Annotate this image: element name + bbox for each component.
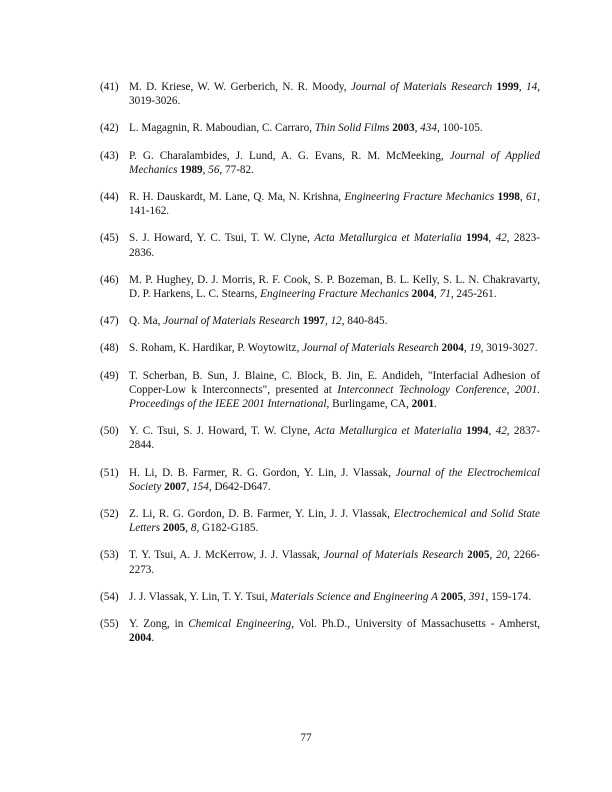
reference-text: , 77-82.: [219, 163, 254, 176]
reference-text: , 2266-2273.: [129, 549, 540, 576]
reference-italic-text: Thin Solid Films: [314, 122, 390, 135]
reference-year: 1997: [302, 315, 325, 328]
reference-number: (41): [100, 81, 119, 93]
reference-text: ,: [434, 288, 440, 301]
reference-entry: [100, 424, 540, 452]
reference-number: (51): [100, 466, 119, 479]
reference-italic-text: 391: [468, 590, 486, 603]
reference-text: , Vol. Ph.D., University of Massachusetts - Amherst,: [291, 618, 541, 631]
reference-text: S. J. Howard, Y. C. Tsui, T. W. Clyne,: [129, 232, 315, 245]
reference-italic-text: 12: [330, 315, 342, 328]
reference-italic-text: Materials Science and Engineering A: [270, 590, 438, 603]
reference-year: 2005: [467, 549, 490, 562]
reference-year: 2003: [392, 122, 415, 135]
reference-italic-text: 42: [495, 425, 507, 438]
reference-text: ,: [488, 232, 496, 245]
reference-year: 2004: [441, 342, 464, 355]
reference-italic-text: 56: [208, 163, 220, 176]
reference-text: L. Magagnin, R. Maboudian, C. Carraro,: [129, 122, 315, 135]
reference-italic-text: Journal of Materials Research: [350, 81, 493, 93]
reference-text: Z. Li, R. G. Gordon, D. B. Farmer, Y. Lin, J. J. Vlassak,: [129, 508, 394, 521]
reference-text: M. P. Hughey, D. J. Morris, R. F. Cook, S. P. Bozeman, B. L. Kelly, S. L. N. Chakravarty, D. P. Harkens, L. C. Stearns,: [129, 273, 540, 301]
reference-italic-text: Engineering Fracture Mechanics: [344, 191, 495, 204]
reference-entry: [100, 121, 540, 135]
reference-italic-text: Journal of Materials Research: [163, 315, 300, 328]
reference-text: , 141-162.: [129, 191, 540, 218]
reference-entry: [100, 190, 540, 218]
reference-text: ,: [324, 315, 331, 328]
reference-text: H. Li, D. B. Farmer, R. G. Gordon, Y. Lin, J. Vlassak,: [129, 466, 396, 479]
reference-entry: [100, 80, 540, 108]
reference-text: ,: [519, 191, 527, 204]
reference-text: Q. Ma,: [129, 315, 164, 328]
reference-text: ,: [463, 342, 470, 355]
reference-text: .: [151, 632, 155, 645]
reference-entry: [100, 590, 540, 604]
reference-number: (45): [100, 232, 119, 245]
reference-number: (46): [100, 273, 119, 286]
reference-text: ,: [489, 549, 497, 562]
reference-italic-text: Acta Metallurgica et Materialia: [314, 232, 462, 245]
reference-number: (43): [100, 149, 119, 162]
reference-number: (49): [100, 369, 119, 382]
reference-year: 1989: [180, 163, 203, 176]
reference-number: (50): [100, 425, 119, 438]
reference-number: (55): [100, 618, 119, 631]
reference-year: 1998: [497, 191, 520, 204]
reference-number: (53): [100, 549, 119, 562]
reference-text: ,: [463, 590, 469, 603]
reference-entry: [100, 273, 540, 301]
reference-year: 1994: [466, 425, 489, 438]
reference-text: , 100-105.: [436, 122, 483, 135]
reference-number: (42): [100, 122, 119, 135]
reference-number: (44): [100, 191, 119, 204]
reference-entry: [100, 149, 540, 177]
reference-italic-text: 42: [495, 232, 507, 245]
page-number: 77: [300, 732, 312, 744]
reference-entry: [100, 507, 540, 535]
reference-text: , 2837-2844.: [129, 425, 540, 452]
reference-year: 2001: [411, 398, 435, 411]
reference-number: (48): [100, 342, 119, 355]
reference-italic-text: Journal of the Electrochemical Society: [129, 466, 540, 493]
reference-entry: [100, 617, 540, 645]
reference-text: .: [434, 398, 437, 411]
reference-italic-text: Chemical Engineering: [188, 618, 292, 631]
reference-year: 2004: [411, 288, 435, 301]
reference-italic-text: 434: [420, 122, 437, 135]
reference-italic-text: 14: [526, 81, 538, 93]
reference-text: , Burlingame, CA,: [326, 398, 412, 411]
reference-year: 2007: [164, 480, 187, 493]
reference-text: ,: [202, 163, 209, 176]
reference-text: ,: [518, 81, 527, 93]
reference-italic-text: Journal of Materials Research: [302, 342, 439, 355]
reference-text: , 2823-2836.: [129, 232, 540, 259]
reference-entry: [100, 231, 540, 259]
reference-text: , 3019-3027.: [480, 342, 538, 355]
reference-text: , 840-845.: [341, 315, 388, 328]
reference-year: 2005: [162, 522, 186, 535]
reference-italic-text: Interconnect Technology Conference, 2001. Proceedings of the IEEE 2001 International: [129, 383, 540, 411]
reference-text: S. Roham, K. Hardikar, P. Woytowitz,: [129, 342, 303, 355]
reference-text: J. J. Vlassak, Y. Lin, T. Y. Tsui,: [129, 590, 271, 603]
reference-italic-text: Journal of Materials Research: [323, 549, 464, 562]
reference-text: R. H. Dauskardt, M. Lane, Q. Ma, N. Krishna,: [129, 191, 345, 204]
reference-year: 1999: [496, 81, 519, 93]
reference-italic-text: 154: [192, 480, 209, 493]
reference-text: M. D. Kriese, W. W. Gerberich, N. R. Moody,: [129, 81, 351, 93]
reference-italic-text: 8: [190, 522, 197, 535]
reference-text: T. Y. Tsui, A. J. McKerrow, J. J. Vlassak,: [129, 549, 324, 562]
reference-italic-text: Journal of Applied Mechanics: [129, 149, 540, 176]
reference-text: Y. Zong, in: [129, 618, 189, 631]
reference-text: ,: [185, 522, 191, 535]
reference-italic-text: 71: [439, 288, 451, 301]
reference-entry: [100, 466, 540, 494]
reference-italic-text: 19: [469, 342, 481, 355]
reference-text: P. G. Charalambides, J. Lund, A. G. Evans, R. M. McMeeking,: [129, 149, 450, 162]
reference-number: (54): [100, 590, 119, 603]
reference-text: , G182-G185.: [196, 522, 259, 535]
reference-text: , 245-261.: [450, 288, 497, 301]
reference-italic-text: Electrochemical and Solid State Letters: [129, 508, 540, 535]
reference-number: (52): [100, 508, 119, 521]
reference-entry: [100, 369, 540, 412]
reference-year: 2005: [440, 590, 464, 603]
reference-year: 1994: [466, 232, 489, 245]
reference-number: (47): [100, 315, 119, 328]
reference-text: , 159-174.: [485, 590, 532, 603]
reference-text: ,: [186, 480, 193, 493]
reference-text: , 3019-3026.: [129, 81, 541, 108]
reference-italic-text: 20: [496, 549, 508, 562]
reference-entry: [100, 341, 540, 355]
reference-text: ,: [414, 122, 421, 135]
reference-text: , D642-D647.: [208, 480, 271, 493]
reference-text: Y. C. Tsui, S. J. Howard, T. W. Clyne,: [129, 425, 315, 438]
reference-entry: [100, 314, 540, 328]
reference-list: [100, 80, 540, 658]
reference-year: 2004: [129, 632, 152, 645]
reference-italic-text: Acta Metallurgica et Materialia: [314, 425, 462, 438]
reference-entry: [100, 548, 540, 576]
reference-text: ,: [488, 425, 496, 438]
reference-italic-text: Engineering Fracture Mechanics: [260, 288, 409, 301]
reference-italic-text: 61: [526, 191, 538, 204]
reference-text: T. Scherban, B. Sun, J. Blaine, C. Block, B. Jin, E. Andideh, "Interfacial Adhesion of Copper-Low k Interconnects", presented at: [129, 369, 540, 396]
